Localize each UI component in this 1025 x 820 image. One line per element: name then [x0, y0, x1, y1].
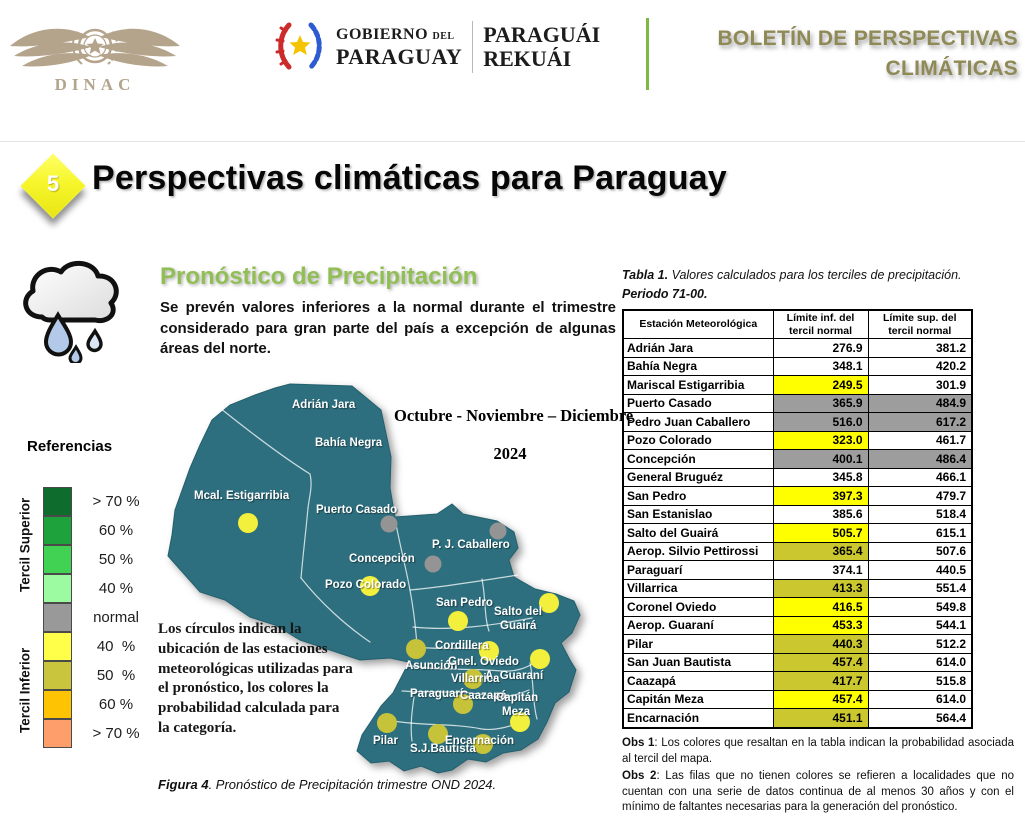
cell-station: Villarrica: [623, 579, 773, 598]
station-label: Paraguarí: [410, 688, 464, 700]
table-row: [623, 450, 972, 469]
dinac-logo: [6, 6, 184, 110]
table-row: [623, 709, 972, 728]
bulletin-title-line1: BOLETÍN DE PERSPECTIVAS: [717, 27, 1018, 50]
obs1-label: Obs 1: [622, 737, 655, 749]
cell-station: Adrián Jara: [623, 339, 773, 358]
legend-label: 40 %: [98, 580, 134, 597]
gov-line1-small: DEL: [432, 30, 455, 42]
station-label: Mcal. Estigarribia: [194, 490, 290, 502]
section-number: 5: [46, 171, 60, 196]
station-dot: [377, 713, 397, 733]
cell-limit-sup: 440.5: [868, 561, 972, 580]
gov-right-line2: REKUÁI: [483, 46, 572, 71]
header-rule: [0, 141, 1025, 142]
bulletin-title: [660, 24, 1018, 85]
table-title-label: Tabla 1.: [622, 268, 669, 282]
cell-station: Concepción: [623, 450, 773, 469]
map-period-title: Octubre - Noviembre – Diciembre: [394, 406, 634, 425]
cell-limit-inf: 348.1: [773, 357, 868, 376]
station-label: S.J.Bautista: [410, 743, 476, 755]
station-label: Gnel. Oviedo: [448, 656, 519, 668]
cell-station: Paraguarí: [623, 561, 773, 580]
table-row: [623, 635, 972, 654]
cell-station: San Juan Bautista: [623, 653, 773, 672]
cell-station: San Estanislao: [623, 505, 773, 524]
legend-entries: [12, 487, 182, 748]
col-station: Estación Meteorológica: [623, 310, 773, 339]
legend-entry: [12, 661, 182, 690]
table-row: [623, 505, 972, 524]
station-label: Bahía Negra: [315, 437, 383, 449]
legend-label: > 70 %: [92, 493, 140, 510]
table-title-text: Valores calculados para los terciles de precipitación.: [668, 268, 962, 282]
cell-station: General Bruguéz: [623, 468, 773, 487]
col-limit-sup: Límite sup. del tercil normal: [868, 310, 972, 339]
cell-limit-inf: 249.5: [773, 376, 868, 395]
legend-swatch: [43, 661, 72, 690]
legend-entry: [12, 487, 182, 516]
station-dot: [381, 516, 398, 533]
cell-limit-inf: 397.3: [773, 487, 868, 506]
col-limit-inf: Límite inf. del tercil normal: [773, 310, 868, 339]
station-dot: [406, 639, 426, 659]
legend-group-superior: Tercil Superior: [17, 497, 33, 593]
cell-station: Pedro Juan Caballero: [623, 413, 773, 432]
gov-logo: [274, 14, 600, 80]
obs1-text: : Los colores que resaltan en la tabla indican la probabilidad asociada al tercil del mapa.: [622, 737, 1014, 765]
cell-limit-sup: 381.2: [868, 339, 972, 358]
station-dot: [490, 523, 507, 540]
station-label: Pozo Colorado: [325, 579, 407, 591]
table-row: [623, 413, 972, 432]
station-label: P. J. Caballero: [432, 539, 510, 551]
raindrop-small-icon: [88, 331, 101, 351]
cell-limit-inf: 365.4: [773, 542, 868, 561]
table-title-period: Periodo 71-00.: [622, 287, 708, 302]
cell-limit-inf: 413.3: [773, 579, 868, 598]
cell-limit-inf: 385.6: [773, 505, 868, 524]
cell-limit-sup: 549.8: [868, 598, 972, 617]
section-number-badge: [24, 157, 82, 215]
legend-label: > 70 %: [92, 725, 140, 742]
gov-divider: [472, 21, 473, 73]
station-label: A. Guaraní: [485, 670, 544, 682]
cell-station: Puerto Casado: [623, 394, 773, 413]
legend-label: 50 %: [96, 667, 136, 684]
gov-guarani-wordmark: [483, 23, 600, 71]
table-row: [623, 394, 972, 413]
legend-swatch: [43, 603, 72, 632]
legend-swatch: [43, 690, 72, 719]
station-dot: [539, 593, 559, 613]
forecast-heading: Pronóstico de Precipitación: [160, 263, 478, 290]
cell-station: Coronel Oviedo: [623, 598, 773, 617]
legend-label: normal: [93, 609, 139, 626]
header-green-divider: [646, 18, 649, 90]
table-row: [623, 487, 972, 506]
legend-entry: [12, 690, 182, 719]
station-label: Puerto Casado: [316, 504, 398, 516]
legend-group-inferior: Tercil Inferior: [17, 647, 33, 733]
cell-limit-sup: 420.2: [868, 357, 972, 376]
cell-limit-inf: 416.5: [773, 598, 868, 617]
cell-limit-sup: 551.4: [868, 579, 972, 598]
legend-entry: [12, 516, 182, 545]
station-label: Encarnación: [445, 735, 515, 747]
legend: [12, 487, 182, 748]
page-title: Perspectivas climáticas para Paraguay: [92, 159, 727, 197]
cell-limit-inf: 457.4: [773, 653, 868, 672]
legend-entry: [12, 574, 182, 603]
forecast-body: Se prevén valores inferiores a la normal durante el trimestre considerado para gran parte del país a excepción de algunas áreas del norte.: [160, 299, 616, 358]
cell-station: Encarnación: [623, 709, 773, 728]
figure-caption-text: . Pronóstico de Precipitación trimestre OND 2024.: [208, 777, 497, 792]
station-label: Concepción: [349, 553, 415, 565]
cell-station: Capitán Meza: [623, 690, 773, 709]
cell-station: Mariscal Estigarribia: [623, 376, 773, 395]
gov-wreath-icon: [274, 19, 326, 75]
legend-swatch: [43, 574, 72, 603]
legend-label: 40 %: [96, 638, 136, 655]
obs1: [622, 736, 1014, 767]
cell-limit-inf: 451.1: [773, 709, 868, 728]
obs2: [622, 769, 1014, 816]
table-row: [623, 524, 972, 543]
dinac-label: DINAC: [54, 75, 136, 94]
cell-limit-inf: 505.7: [773, 524, 868, 543]
station-dot: [530, 649, 550, 669]
cell-station: Pilar: [623, 635, 773, 654]
table-row: [623, 690, 972, 709]
table-row: [623, 431, 972, 450]
cell-limit-sup: 479.7: [868, 487, 972, 506]
table-row: [623, 616, 972, 635]
legend-label: 60 %: [98, 696, 134, 713]
cell-station: Bahía Negra: [623, 357, 773, 376]
station-label: Caazapá: [460, 690, 507, 702]
rain-cloud-icon: [12, 253, 132, 363]
precipitation-table: [622, 309, 973, 729]
cell-limit-sup: 615.1: [868, 524, 972, 543]
cell-limit-inf: 276.9: [773, 339, 868, 358]
table-row: [623, 561, 972, 580]
table-row: [623, 468, 972, 487]
obs-notes: [622, 736, 1014, 818]
cell-limit-sup: 617.2: [868, 413, 972, 432]
bulletin-title-line2: CLIMÁTICAS: [885, 57, 1018, 81]
raindrop-tiny-icon: [70, 347, 81, 363]
legend-label: 60 %: [98, 522, 134, 539]
station-label: Asunción: [405, 660, 458, 672]
gov-line2: PARAGUAY: [336, 43, 463, 69]
station-label: Capitán: [496, 692, 539, 704]
cell-limit-sup: 512.2: [868, 635, 972, 654]
station-label: Pilar: [373, 735, 398, 747]
cell-limit-sup: 466.1: [868, 468, 972, 487]
cell-limit-sup: 518.4: [868, 505, 972, 524]
legend-swatch: [43, 487, 72, 516]
legend-label: 50 %: [98, 551, 134, 568]
table-row: [623, 653, 972, 672]
cell-station: Caazapá: [623, 672, 773, 691]
gov-right-line1: PARAGUÁI: [483, 21, 601, 47]
table-header-row: [623, 310, 972, 339]
cell-limit-sup: 564.4: [868, 709, 972, 728]
legend-swatch: [43, 516, 72, 545]
station-label: Meza: [502, 706, 531, 718]
legend-entry: [12, 603, 182, 632]
station-label: San Pedro: [436, 597, 493, 609]
cell-limit-sup: 484.9: [868, 394, 972, 413]
table-row: [623, 542, 972, 561]
station-dot: [425, 556, 442, 573]
station-label: Cordillera: [435, 640, 489, 652]
table-row: [623, 598, 972, 617]
station-dot: [448, 611, 468, 631]
station-label: Adrián Jara: [292, 399, 356, 411]
cell-station: San Pedro: [623, 487, 773, 506]
map-period-year: 2024: [493, 444, 527, 463]
legend-entry: [12, 719, 182, 748]
table-row: [623, 672, 972, 691]
cell-limit-inf: 453.3: [773, 616, 868, 635]
station-label: Villarrica: [451, 673, 500, 685]
cell-limit-sup: 301.9: [868, 376, 972, 395]
gov-wordmark: [336, 27, 462, 68]
cell-limit-inf: 516.0: [773, 413, 868, 432]
precipitation-table-wrap: [622, 309, 973, 729]
cell-limit-sup: 544.1: [868, 616, 972, 635]
station-label: Salto del: [494, 606, 542, 618]
cell-limit-sup: 461.7: [868, 431, 972, 450]
cell-limit-sup: 507.6: [868, 542, 972, 561]
cell-limit-sup: 614.0: [868, 690, 972, 709]
cell-station: Salto del Guairá: [623, 524, 773, 543]
legend-swatch: [43, 545, 72, 574]
gov-line1: GOBIERNO: [336, 25, 429, 43]
figure-caption: [158, 777, 628, 792]
table-row: [623, 339, 972, 358]
legend-swatch: [43, 719, 72, 748]
figure-caption-label: Figura 4: [158, 777, 209, 792]
station-dot: [238, 513, 258, 533]
cell-station: Aerop. Silvio Pettirossi: [623, 542, 773, 561]
cell-limit-sup: 486.4: [868, 450, 972, 469]
table-row: [623, 357, 972, 376]
cell-station: Pozo Colorado: [623, 431, 773, 450]
obs2-text: : Las filas que no tienen colores se refieren a localidades que no cuentan con una serie de datos continua de al menos 30 años y con el mínimo de faltantes necesarias para la generación del pronóstico.: [622, 770, 1014, 814]
cell-limit-sup: 614.0: [868, 653, 972, 672]
cell-limit-inf: 457.4: [773, 690, 868, 709]
legend-swatch: [43, 632, 72, 661]
cell-limit-inf: 417.7: [773, 672, 868, 691]
obs2-label: Obs 2: [622, 770, 657, 783]
cell-limit-inf: 440.3: [773, 635, 868, 654]
legend-title: Referencias: [27, 438, 113, 455]
station-label: Guairá: [500, 620, 537, 632]
table-row: [623, 579, 972, 598]
cell-station: Aerop. Guaraní: [623, 616, 773, 635]
table-row: [623, 376, 972, 395]
legend-entry: [12, 632, 182, 661]
cell-limit-inf: 345.8: [773, 468, 868, 487]
table-title: [622, 266, 1022, 305]
cell-limit-inf: 400.1: [773, 450, 868, 469]
cell-limit-inf: 365.9: [773, 394, 868, 413]
legend-entry: [12, 545, 182, 574]
cell-limit-sup: 515.8: [868, 672, 972, 691]
map-note: Los círculos indican la ubicación de las estaciones meteorológicas utilizadas para el pronóstico, los colores la probabilidad calculada para la categoría.: [158, 621, 353, 736]
cell-limit-inf: 374.1: [773, 561, 868, 580]
cell-limit-inf: 323.0: [773, 431, 868, 450]
